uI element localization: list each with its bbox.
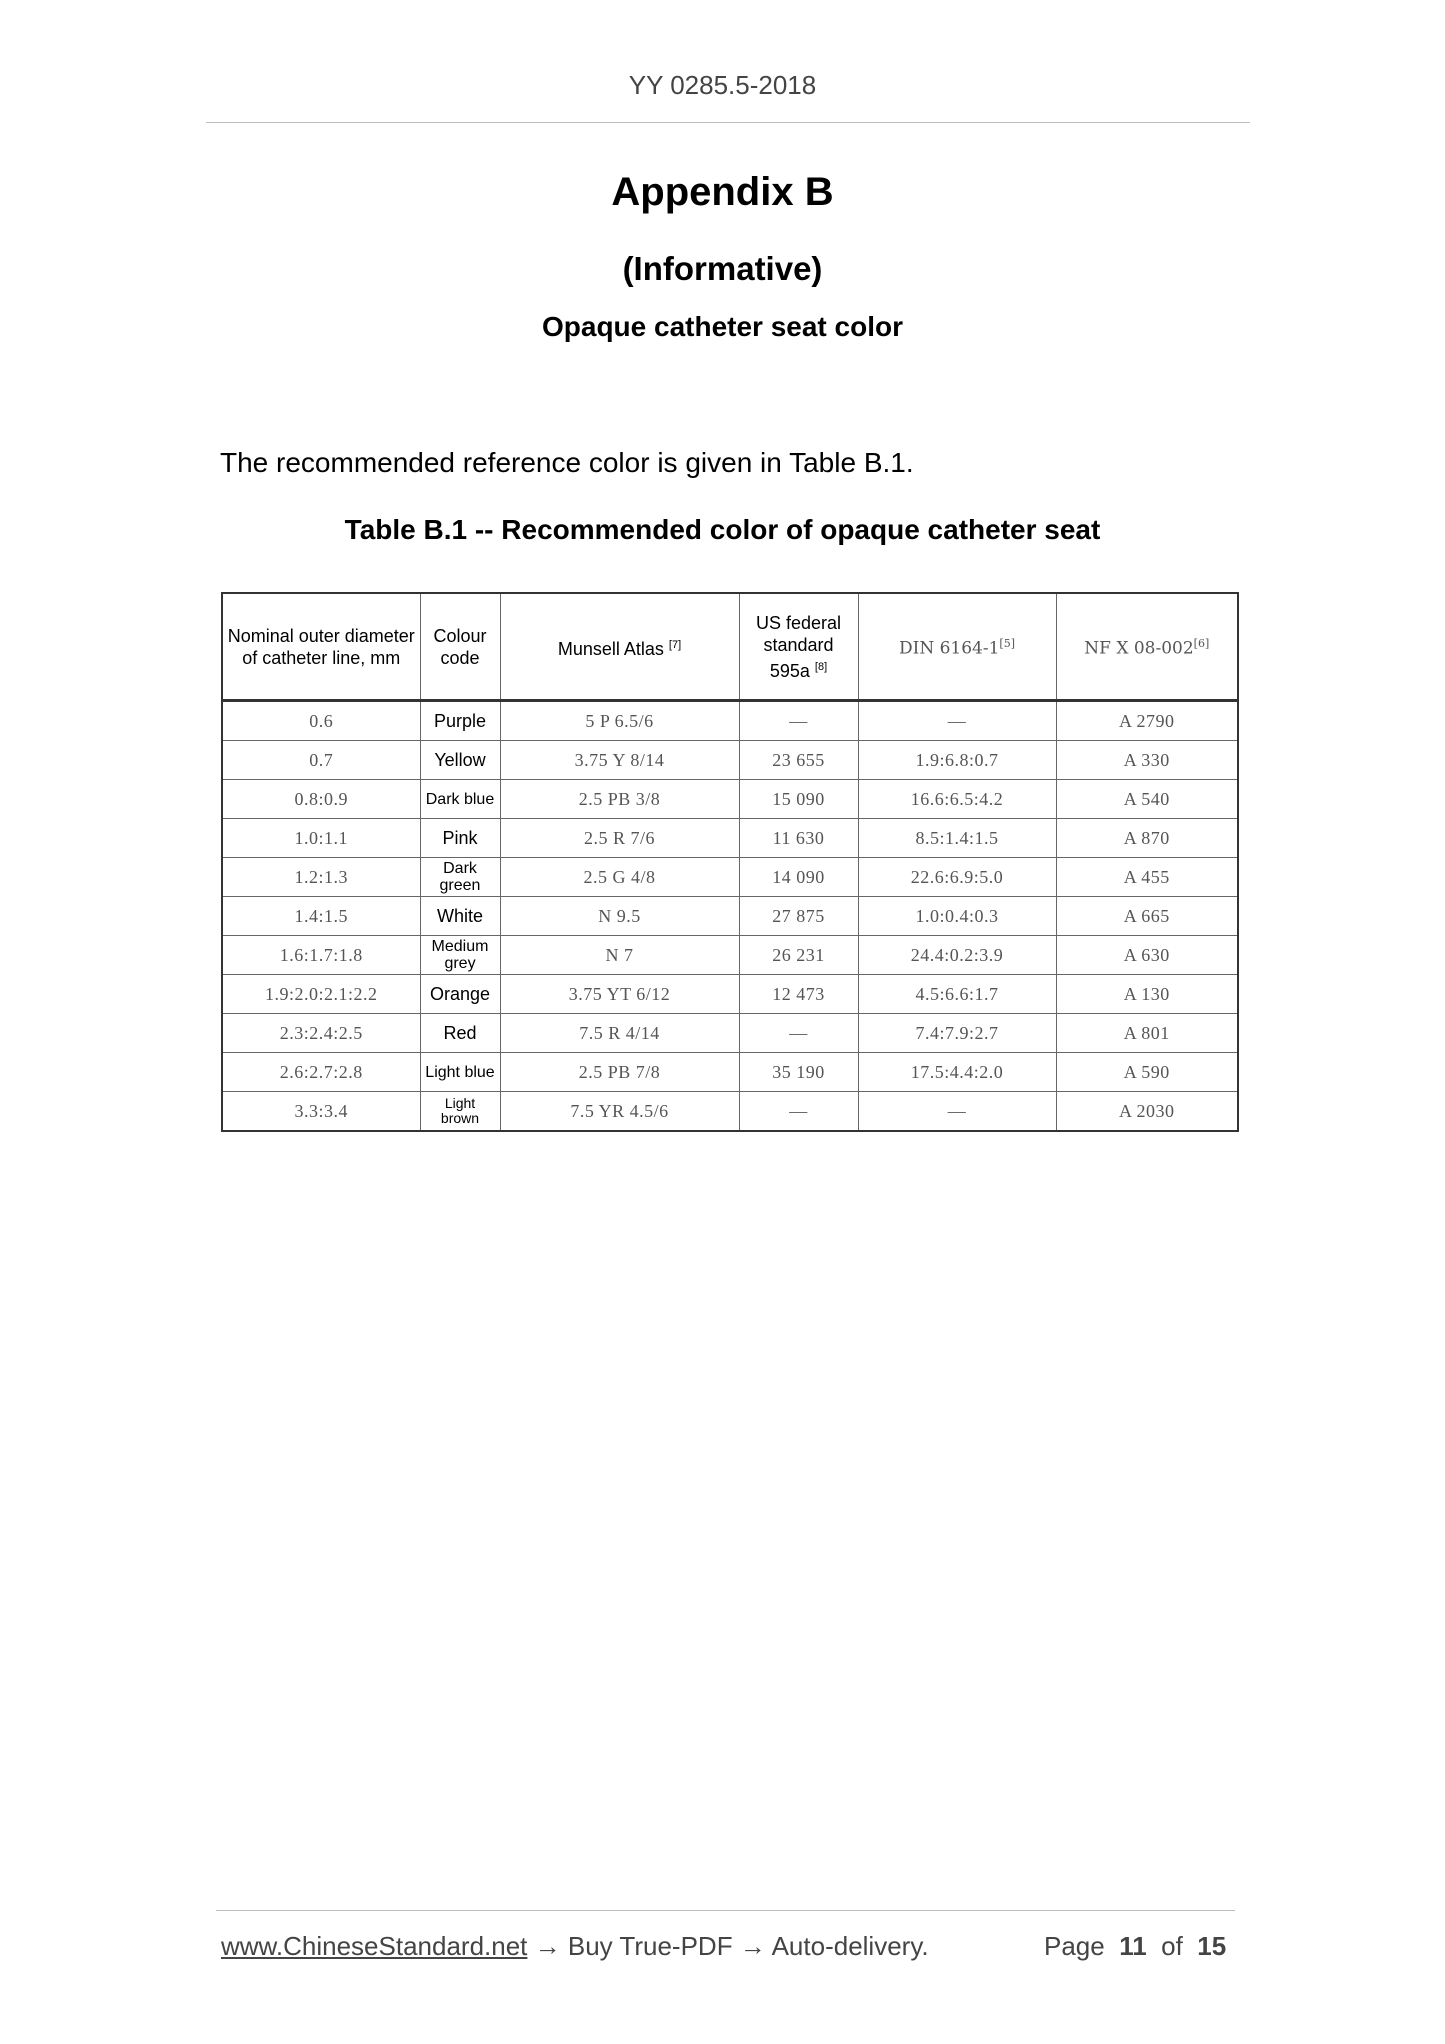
cell-diameter: 2.6:2.7:2.8 [222,1053,420,1092]
cell-nfx: A 330 [1056,741,1238,780]
table-row [222,1053,1238,1092]
table-row [222,858,1238,897]
cell-nfx: A 2030 [1056,1092,1238,1132]
cell-din: 7.4:7.9:2.7 [858,1014,1056,1053]
cell-colour: Dark green [420,858,500,897]
catheter-color-table [221,592,1239,1132]
appendix-type: (Informative) [622,250,823,287]
cell-colour: White [420,897,500,936]
nfx-reference: [6] [1193,637,1210,651]
cell-federal: 14 090 [739,858,858,897]
cell-nfx: A 455 [1056,858,1238,897]
table-row [222,1092,1238,1132]
cell-diameter: 0.7 [222,741,420,780]
cell-federal: 11 630 [739,819,858,858]
cell-din: 1.9:6.8:0.7 [858,741,1056,780]
footer-promo [221,1931,929,1962]
cell-munsell: 2.5 PB 3/8 [500,780,739,819]
cell-colour: Dark blue [420,780,500,819]
cell-din: 24.4:0.2:3.9 [858,936,1056,975]
cell-diameter: 0.8:0.9 [222,780,420,819]
current-page: 11 [1119,1931,1147,1961]
header-colour-code: Colour code [420,593,500,701]
cell-din: — [858,701,1056,741]
cell-munsell: 3.75 YT 6/12 [500,975,739,1014]
document-code: YY 0285.5-2018 [628,70,817,100]
header-us-federal: US federal standard 595a [8] [739,593,858,701]
table-row [222,1014,1238,1053]
cell-munsell: N 7 [500,936,739,975]
cell-nfx: A 801 [1056,1014,1238,1053]
cell-nfx: A 665 [1056,897,1238,936]
cell-colour: Pink [420,819,500,858]
cell-federal: 26 231 [739,936,858,975]
cell-din: 16.6:6.5:4.2 [858,780,1056,819]
cell-diameter: 2.3:2.4:2.5 [222,1014,420,1053]
cell-munsell: 5 P 6.5/6 [500,701,739,741]
cell-colour: Light blue [420,1053,500,1092]
intro-paragraph: The recommended reference color is given in Table B.1. [220,447,914,478]
cell-munsell: N 9.5 [500,897,739,936]
header-nfx: NF X 08-002[6] [1056,593,1238,701]
table-header-row [222,593,1238,701]
munsell-reference: [7] [668,638,682,651]
cell-munsell: 2.5 G 4/8 [500,858,739,897]
header-munsell: Munsell Atlas [7] [500,593,739,701]
table-row [222,741,1238,780]
din-reference: [5] [999,637,1016,651]
table-row [222,780,1238,819]
cell-federal: 27 875 [739,897,858,936]
cell-federal: 15 090 [739,780,858,819]
cell-munsell: 2.5 PB 7/8 [500,1053,739,1092]
cell-colour: Medium grey [420,936,500,975]
cell-din: 8.5:1.4:1.5 [858,819,1056,858]
cell-nfx: A 590 [1056,1053,1238,1092]
cell-colour: Purple [420,701,500,741]
cell-din: 1.0:0.4:0.3 [858,897,1056,936]
cell-din: — [858,1092,1056,1132]
cell-din: 17.5:4.4:2.0 [858,1053,1056,1092]
cell-colour: Orange [420,975,500,1014]
cell-federal: 12 473 [739,975,858,1014]
table-row [222,701,1238,741]
table-caption: Table B.1 -- Recommended color of opaque catheter seat [344,514,1101,545]
cell-federal: — [739,1092,858,1132]
cell-nfx: A 870 [1056,819,1238,858]
cell-nfx: A 540 [1056,780,1238,819]
appendix-subject: Opaque catheter seat color [541,311,903,342]
cell-diameter: 1.6:1.7:1.8 [222,936,420,975]
cell-diameter: 3.3:3.4 [222,1092,420,1132]
appendix-title: Appendix B [611,170,834,214]
cell-diameter: 1.2:1.3 [222,858,420,897]
cell-federal: — [739,1014,858,1053]
page-indicator: Page 11 of 15 [1044,1931,1227,1961]
website-link[interactable]: www.ChineseStandard.net [221,1931,528,1961]
cell-munsell: 2.5 R 7/6 [500,819,739,858]
cell-colour: Red [420,1014,500,1053]
header-diameter: Nominal outer diameter of catheter line, mm [222,593,420,701]
cell-diameter: 1.9:2.0:2.1:2.2 [222,975,420,1014]
table-row [222,819,1238,858]
cell-diameter: 1.0:1.1 [222,819,420,858]
federal-reference: [8] [814,660,828,673]
table-row [222,975,1238,1014]
header-din: DIN 6164-1[5] [858,593,1056,701]
cell-munsell: 7.5 R 4/14 [500,1014,739,1053]
cell-federal: 23 655 [739,741,858,780]
total-pages: 15 [1197,1931,1227,1961]
cell-munsell: 3.75 Y 8/14 [500,741,739,780]
table-row [222,936,1238,975]
promo-text: → Buy True-PDF → Auto-delivery. [534,1931,929,1961]
cell-din: 22.6:6.9:5.0 [858,858,1056,897]
cell-din: 4.5:6.6:1.7 [858,975,1056,1014]
cell-federal: — [739,701,858,741]
cell-colour: Yellow [420,741,500,780]
footer-divider [216,1910,1235,1911]
cell-nfx: A 130 [1056,975,1238,1014]
cell-nfx: A 2790 [1056,701,1238,741]
cell-diameter: 0.6 [222,701,420,741]
table-row [222,897,1238,936]
cell-nfx: A 630 [1056,936,1238,975]
cell-munsell: 7.5 YR 4.5/6 [500,1092,739,1132]
cell-diameter: 1.4:1.5 [222,897,420,936]
header-divider [206,122,1250,123]
cell-colour: Light brown [420,1092,500,1132]
cell-federal: 35 190 [739,1053,858,1092]
